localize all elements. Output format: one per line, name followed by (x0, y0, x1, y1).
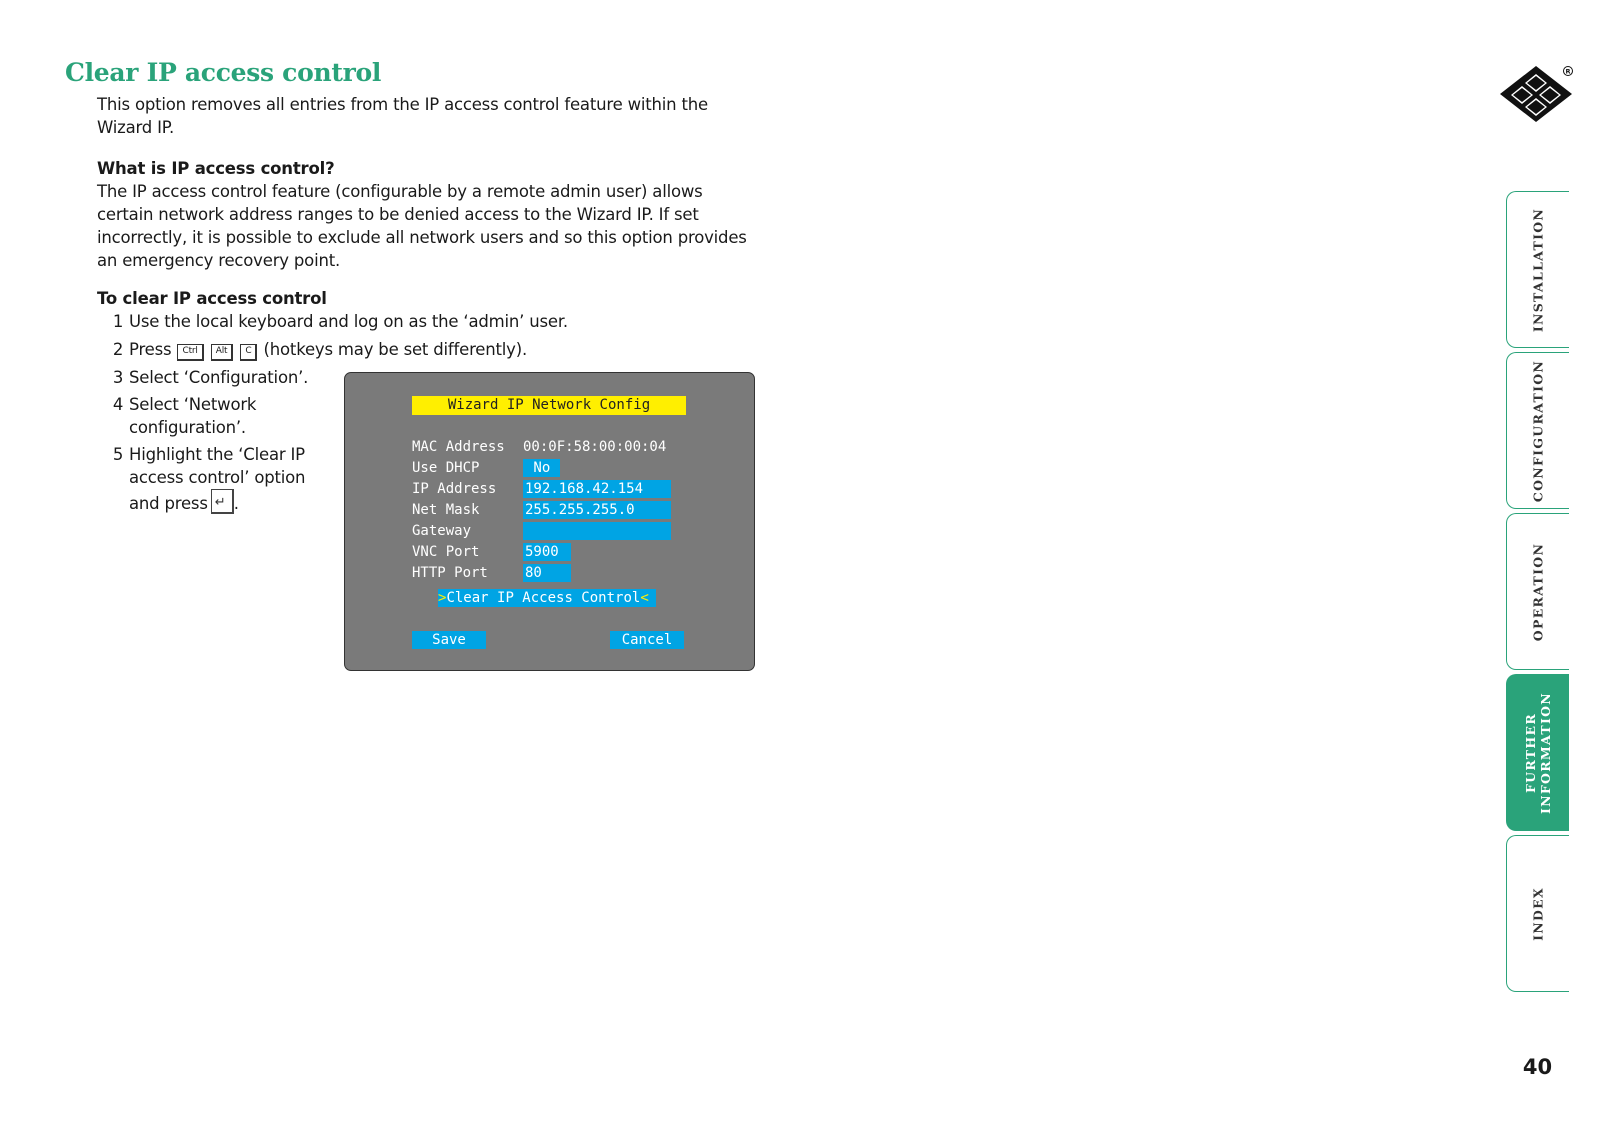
osd-label: Use DHCP (412, 460, 480, 476)
osd-label: IP Address (412, 481, 497, 497)
dhcp-field[interactable]: No (523, 459, 560, 477)
page-number: 40 (1522, 1055, 1553, 1079)
ip-address-field[interactable]: 192.168.42.154 (523, 480, 671, 498)
step-list-continued (97, 366, 322, 515)
tab-configuration[interactable] (1506, 352, 1569, 509)
step-text: Use the local keyboard and log on as the ‘admin’ user. (129, 312, 568, 331)
step-number: 1 (112, 312, 124, 331)
step-number: 5 (112, 445, 124, 464)
step-text-suffix: (hotkeys may be set differently). (263, 340, 527, 359)
tab-further-information[interactable] (1506, 674, 1569, 831)
osd-label: Net Mask (412, 502, 480, 518)
step-3 (97, 366, 322, 389)
clear-option-label: Clear IP Access Control (446, 590, 641, 606)
c-key-icon: C (240, 344, 257, 361)
intro-paragraph: This option removes all entries from the IP access control feature within the Wizard IP. (97, 95, 708, 137)
what-paragraph: The IP access control feature (configurable by a remote admin user) allows certain network address ranges to be denied access to the Wizard IP. If set incorrectly, it is possible to exclude all network users and so this option provides an emergency recovery point. (97, 182, 747, 270)
tab-label: CONFIGURATION (1530, 359, 1546, 502)
enter-key-icon (211, 489, 234, 514)
osd-label: HTTP Port (412, 565, 488, 581)
mac-address-value: 00:0F:58:00:00:04 (523, 439, 667, 455)
step-2 (97, 338, 697, 361)
cancel-button[interactable]: Cancel (610, 631, 684, 649)
tab-label: OPERATION (1530, 542, 1546, 641)
vnc-port-field[interactable]: 5900 (523, 543, 571, 561)
step-text: Select ‘Configuration’. (129, 368, 309, 387)
net-mask-field[interactable]: 255.255.255.0 (523, 501, 671, 519)
osd-label: VNC Port (412, 544, 480, 560)
page-title: Clear IP access control (65, 58, 382, 87)
osd-label: Gateway (412, 523, 472, 539)
clear-ip-access-control-option[interactable] (438, 589, 656, 607)
tab-operation[interactable] (1506, 513, 1569, 670)
step-number: 4 (112, 395, 124, 414)
tab-index[interactable] (1506, 835, 1569, 992)
selection-marker-right: < (640, 590, 649, 606)
osd-title: Wizard IP Network Config (412, 396, 686, 415)
gateway-field[interactable] (523, 522, 671, 540)
step-1 (97, 310, 697, 333)
tab-label: INDEX (1530, 886, 1546, 941)
tab-installation[interactable] (1506, 191, 1569, 348)
alt-key-icon: Alt (211, 344, 234, 361)
svg-text:R: R (1565, 67, 1571, 76)
step-5 (97, 443, 322, 515)
selection-marker-left: > (438, 590, 447, 606)
step-text: Highlight the ‘Clear IP access control’ option and press (129, 445, 306, 513)
tab-label: FURTHER INFORMATION (1523, 691, 1553, 814)
network-config-screen (344, 372, 755, 671)
what-heading: What is IP access control? (97, 159, 335, 178)
step-number: 2 (112, 340, 124, 359)
tab-label: INSTALLATION (1530, 207, 1546, 332)
step-text-end: . (233, 494, 239, 513)
osd-label: MAC Address (412, 439, 505, 455)
http-port-field[interactable]: 80 (523, 564, 571, 582)
step-4 (97, 393, 322, 439)
step-number: 3 (112, 368, 124, 387)
black-box-logo-icon (1500, 64, 1580, 126)
howto-heading: To clear IP access control (97, 289, 327, 308)
step-list (97, 310, 697, 361)
step-text: Press (129, 340, 172, 359)
step-text: Select ‘Network configuration’. (129, 395, 257, 437)
save-button[interactable]: Save (412, 631, 486, 649)
ctrl-key-icon: Ctrl (177, 344, 203, 361)
